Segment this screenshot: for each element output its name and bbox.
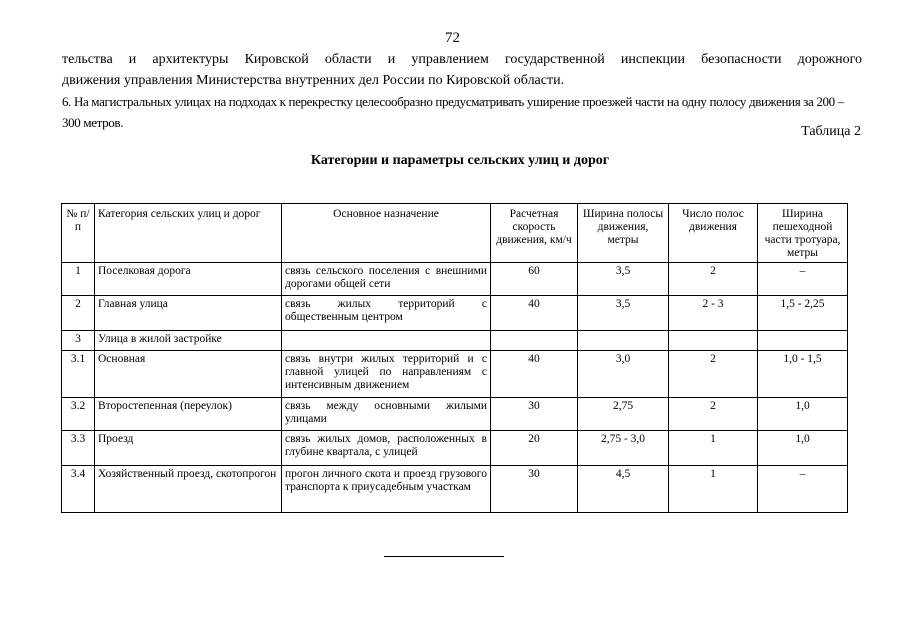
cell-lane-count: 2 <box>669 398 758 431</box>
cell-lane-width <box>578 331 669 351</box>
cell-speed: 60 <box>491 263 578 296</box>
cell-purpose: прогон личного скота и проезд грузового транспорта к приусадебным участкам <box>282 466 491 513</box>
cell-number: 1 <box>62 263 95 296</box>
cell-category: Улица в жилой застройке <box>95 331 282 351</box>
table-row <box>62 466 848 513</box>
cell-purpose: связь жилых территорий с общественным центром <box>282 296 491 331</box>
cell-category: Главная улица <box>95 296 282 331</box>
cell-number: 3.3 <box>62 431 95 466</box>
page-number: 72 <box>445 30 460 46</box>
header-sidewalk-width: Ширина пешеходной части тротуара, метры <box>758 204 848 263</box>
cell-category: Основная <box>95 351 282 398</box>
paragraph-continuation <box>62 49 862 91</box>
cell-category: Хозяйственный проезд, скотопрогон <box>95 466 282 513</box>
cell-lane-width: 3,5 <box>578 296 669 331</box>
table-row <box>62 296 848 331</box>
header-lane-width: Ширина полосы движения, метры <box>578 204 669 263</box>
cell-lane-count: 1 <box>669 466 758 513</box>
header-number: № п/п <box>62 204 95 263</box>
cell-lane-width: 4,5 <box>578 466 669 513</box>
cell-sidewalk-width: – <box>758 466 848 513</box>
cell-number: 2 <box>62 296 95 331</box>
cell-speed: 40 <box>491 296 578 331</box>
cell-number: 3.1 <box>62 351 95 398</box>
header-speed: Расчетная скорость движения, км/ч <box>491 204 578 263</box>
cell-category: Проезд <box>95 431 282 466</box>
footnote-divider <box>384 556 504 557</box>
header-lane-count: Число полос движения <box>669 204 758 263</box>
cell-number: 3.2 <box>62 398 95 431</box>
cell-speed <box>491 331 578 351</box>
cell-lane-width: 2,75 - 3,0 <box>578 431 669 466</box>
table-row <box>62 398 848 431</box>
cell-sidewalk-width: – <box>758 263 848 296</box>
cell-speed: 40 <box>491 351 578 398</box>
cell-purpose: связь жилых домов, расположенных в глубине квартала, с улицей <box>282 431 491 466</box>
table-row <box>62 331 848 351</box>
cell-speed: 30 <box>491 398 578 431</box>
street-categories-table <box>61 203 848 513</box>
cell-lane-count: 2 <box>669 351 758 398</box>
table-row <box>62 351 848 398</box>
cell-lane-count: 1 <box>669 431 758 466</box>
table-row <box>62 431 848 466</box>
cell-category: Второстепенная (переулок) <box>95 398 282 431</box>
cell-sidewalk-width: 1,5 - 2,25 <box>758 296 848 331</box>
cell-category: Поселковая дорога <box>95 263 282 296</box>
cell-sidewalk-width: 1,0 <box>758 398 848 431</box>
cell-speed: 20 <box>491 431 578 466</box>
paragraph-line-2: движения управления Министерства внутренних дел России по Кировской области. <box>62 73 565 88</box>
cell-sidewalk-width: 1,0 - 1,5 <box>758 351 848 398</box>
cell-number: 3 <box>62 331 95 351</box>
cell-lane-width: 3,0 <box>578 351 669 398</box>
table-title: Категории и параметры сельских улиц и дорог <box>310 153 610 168</box>
cell-speed: 30 <box>491 466 578 513</box>
table-row <box>62 263 848 296</box>
header-purpose: Основное назначение <box>282 204 491 263</box>
cell-lane-count: 2 - 3 <box>669 296 758 331</box>
table-caption: Таблица 2 <box>801 124 861 139</box>
table-header-row <box>62 204 848 263</box>
cell-sidewalk-width <box>758 331 848 351</box>
cell-purpose <box>282 331 491 351</box>
cell-lane-width: 3,5 <box>578 263 669 296</box>
paragraph-line-1: тельства и архитектуры Кировской области и управлением государственной инспекции безопасности дорожного <box>62 52 862 67</box>
cell-sidewalk-width: 1,0 <box>758 431 848 466</box>
cell-purpose: связь сельского поселения с внешними дорогами общей сети <box>282 263 491 296</box>
paragraph-item-6: 6. На магистральных улицах на подходах к перекрестку целесообразно предусматривать уширение проезжей части на одну полосу движения за 200 – 300 метров. <box>62 94 844 130</box>
cell-lane-width: 2,75 <box>578 398 669 431</box>
cell-lane-count: 2 <box>669 263 758 296</box>
cell-purpose: связь внутри жилых территорий и с главной улицей по направлениям с интенсивным движением <box>282 351 491 398</box>
header-category: Категория сельских улиц и дорог <box>95 204 282 263</box>
cell-purpose: связь между основными жилыми улицами <box>282 398 491 431</box>
cell-lane-count <box>669 331 758 351</box>
cell-number: 3.4 <box>62 466 95 513</box>
